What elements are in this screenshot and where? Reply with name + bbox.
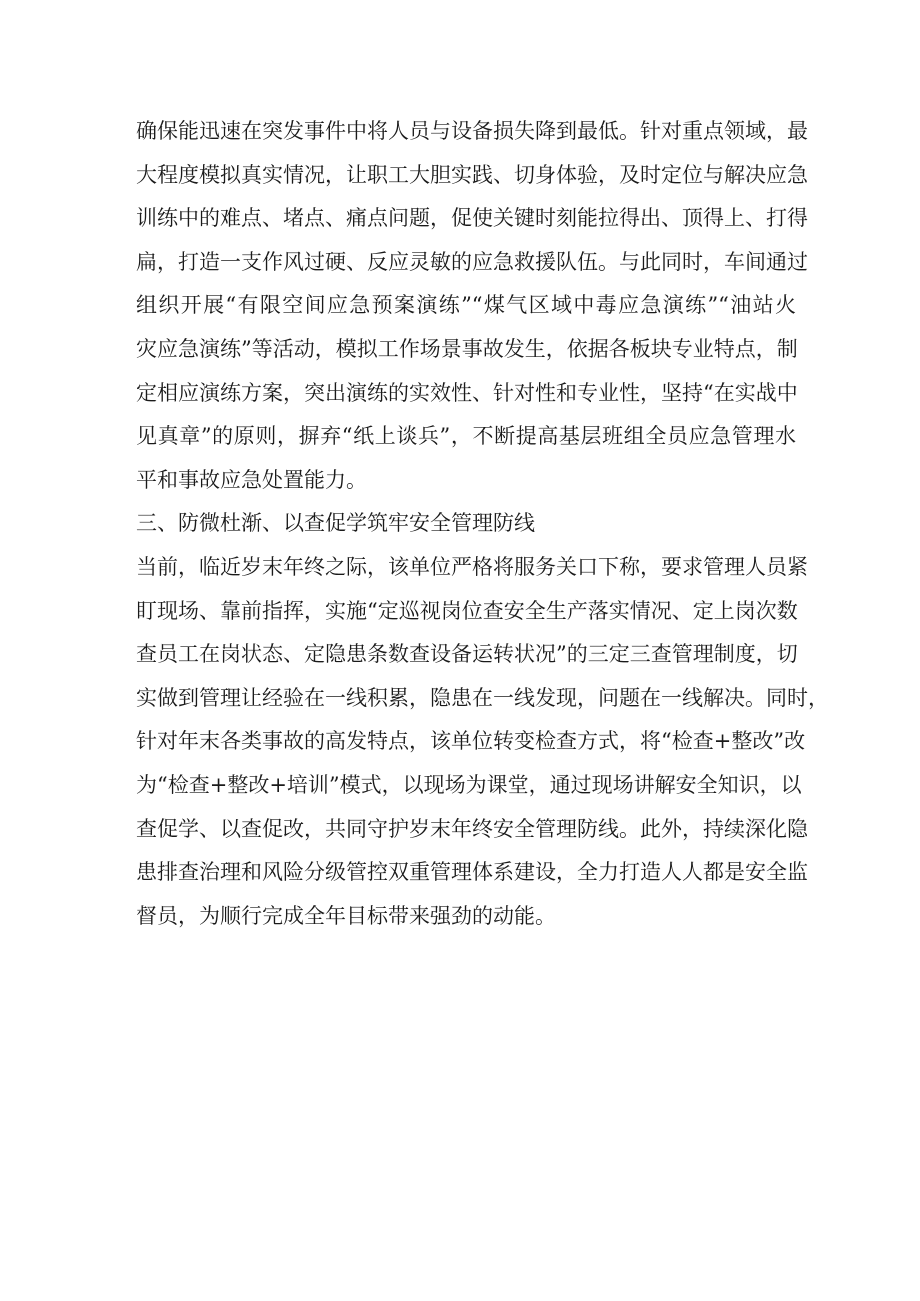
paragraph-2 — [136, 546, 829, 938]
paragraph-line: 平和事故应急处置能力。 — [136, 467, 367, 492]
paragraph-line: 见真章”的原则，摒弃“纸上谈兵”，不断提高基层班组全员应急管理水 — [136, 424, 796, 449]
paragraph-line: 督员，为顺行完成全年目标带来强劲的动能。 — [136, 903, 556, 928]
paragraph-1 — [136, 110, 808, 502]
paragraph-line: 实做到管理让经验在一线积累，隐患在一线发现，问题在一线解决。同时， — [136, 685, 829, 710]
paragraph-line: 为“检查+整改+培训”模式，以现场为课堂，通过现场讲解安全知识，以 — [136, 772, 802, 797]
paragraph-line: 灾应急演练”等活动，模拟工作场景事故发生，依据各板块专业特点，制 — [136, 336, 798, 361]
paragraph-line: 训练中的难点、堵点、痛点问题，促使关键时刻能拉得出、顶得上、打得 — [136, 206, 808, 231]
paragraph-line: 查员工在岗状态、定隐患条数查设备运转状况”的三定三查管理制度，切 — [136, 642, 798, 667]
section-heading-text: 三、防微杜渐、以查促学筑牢安全管理防线 — [136, 511, 535, 536]
paragraph-line: 查促学、以查促改，共同守护岁末年终安全管理防线。此外，持续深化隐 — [136, 816, 808, 841]
paragraph-line: 扁，打造一支作风过硬、反应灵敏的应急救援队伍。与此同时，车间通过 — [136, 249, 808, 274]
paragraph-line: 大程度模拟真实情况，让职工大胆实践、切身体验，及时定位与解决应急 — [136, 162, 808, 187]
paragraph-line: 组织开展“有限空间应急预案演练”“煤气区域中毒应急演练”“油站火 — [136, 293, 796, 318]
paragraph-line: 盯现场、靠前指挥，实施“定巡视岗位查安全生产落实情况、定上岗次数 — [136, 598, 798, 623]
section-heading — [136, 502, 796, 546]
document-body — [136, 110, 829, 938]
paragraph-line: 确保能迅速在突发事件中将人员与设备损失降到最低。针对重点领域，最 — [136, 119, 808, 143]
paragraph-line: 针对年末各类事故的高发特点，该单位转变检查方式，将“检查+整改”改 — [136, 729, 806, 754]
paragraph-line: 当前，临近岁末年终之际，该单位严格将服务关口下称，要求管理人员紧 — [136, 554, 808, 579]
paragraph-line: 患排查治理和风险分级管控双重管理体系建设，全力打造人人都是安全监 — [136, 860, 808, 885]
paragraph-line: 定相应演练方案，突出演练的实效性、针对性和专业性，坚持“在实战中 — [136, 380, 798, 405]
